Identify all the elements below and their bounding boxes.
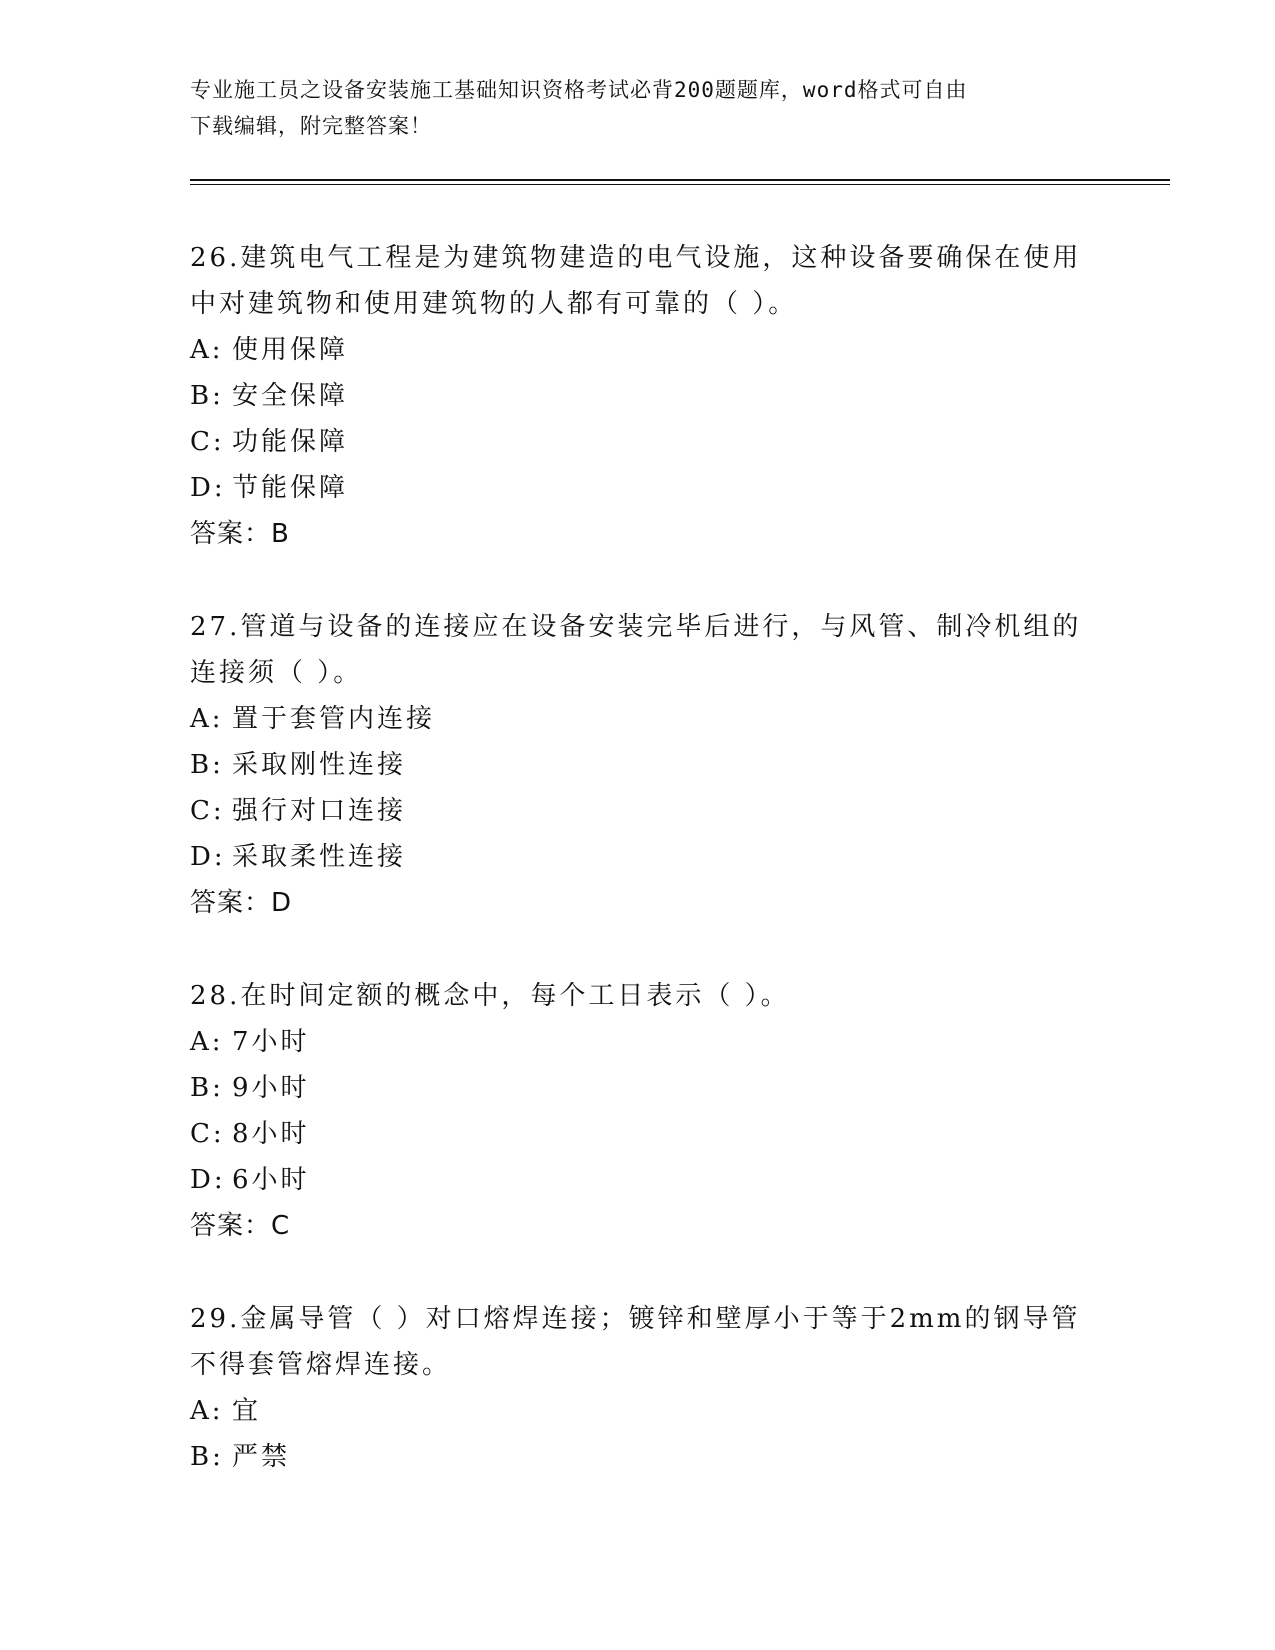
option-text: 8小时 <box>232 1119 310 1149</box>
option-a <box>190 1388 1110 1434</box>
answer-text: 答案：D <box>190 888 293 918</box>
answer-text: 答案：C <box>190 1211 291 1241</box>
option-b <box>190 1434 1110 1480</box>
option-d <box>190 465 1110 511</box>
option-text: 节能保障 <box>232 473 349 503</box>
option-text: 使用保障 <box>232 335 349 365</box>
option-text: 7小时 <box>232 1027 310 1057</box>
document-header <box>190 72 1090 144</box>
question-stem-line-1: 27.管道与设备的连接应在设备安装完毕后进行，与风管、制冷机组的 <box>190 612 1082 642</box>
question-stem-line-1: 29.金属导管（ ）对口熔焊连接；镀锌和壁厚小于等于2mm的钢导管 <box>190 1304 1081 1334</box>
header-line-1: 专业施工员之设备安装施工基础知识资格考试必背200题题库，word格式可自由 <box>190 78 968 102</box>
option-letter: C: <box>190 427 225 457</box>
question-stem-line-2: 中对建筑物和使用建筑物的人都有可靠的（ ）。 <box>190 289 798 319</box>
option-text: 9小时 <box>232 1073 310 1103</box>
option-letter: A: <box>190 335 224 365</box>
option-letter: A: <box>190 1027 224 1057</box>
option-b <box>190 373 1110 419</box>
option-text: 安全保障 <box>232 381 349 411</box>
option-letter: C: <box>190 796 225 826</box>
option-letter: B: <box>190 1073 224 1103</box>
option-letter: B: <box>190 381 224 411</box>
option-c <box>190 419 1110 465</box>
option-b <box>190 742 1110 788</box>
question-list <box>190 235 1110 1527</box>
question-26 <box>190 235 1110 557</box>
answer-text: 答案：B <box>190 519 290 549</box>
option-text: 强行对口连接 <box>232 796 407 826</box>
question-stem-line-1: 28.在时间定额的概念中，每个工日表示（ ）。 <box>190 981 790 1011</box>
question-28 <box>190 973 1110 1249</box>
header-line-2: 下载编辑，附完整答案！ <box>190 114 432 138</box>
option-text: 6小时 <box>232 1165 310 1195</box>
option-letter: C: <box>190 1119 225 1149</box>
option-text: 采取刚性连接 <box>232 750 407 780</box>
option-letter: B: <box>190 1442 224 1472</box>
option-letter: A: <box>190 1396 224 1426</box>
option-text: 采取柔性连接 <box>232 842 407 872</box>
option-letter: B: <box>190 750 224 780</box>
option-text: 置于套管内连接 <box>232 704 436 734</box>
question-29 <box>190 1296 1110 1480</box>
option-a <box>190 1019 1110 1065</box>
option-letter: D: <box>190 473 226 503</box>
question-27 <box>190 604 1110 926</box>
option-letter: D: <box>190 1165 226 1195</box>
option-text: 功能保障 <box>232 427 349 457</box>
header-divider-thick <box>190 179 1170 181</box>
header-divider-thin <box>190 184 1170 185</box>
option-c <box>190 1111 1110 1157</box>
question-stem-line-1: 26.建筑电气工程是为建筑物建造的电气设施，这种设备要确保在使用 <box>190 243 1082 273</box>
option-text: 严禁 <box>232 1442 291 1472</box>
option-b <box>190 1065 1110 1111</box>
option-d <box>190 1157 1110 1203</box>
option-c <box>190 788 1110 834</box>
option-a <box>190 327 1110 373</box>
option-d <box>190 834 1110 880</box>
question-stem-line-2: 连接须（ ）。 <box>190 658 363 688</box>
question-stem-line-2: 不得套管熔焊连接。 <box>190 1350 452 1380</box>
option-letter: D: <box>190 842 226 872</box>
option-letter: A: <box>190 704 224 734</box>
option-text: 宜 <box>232 1396 262 1426</box>
option-a <box>190 696 1110 742</box>
